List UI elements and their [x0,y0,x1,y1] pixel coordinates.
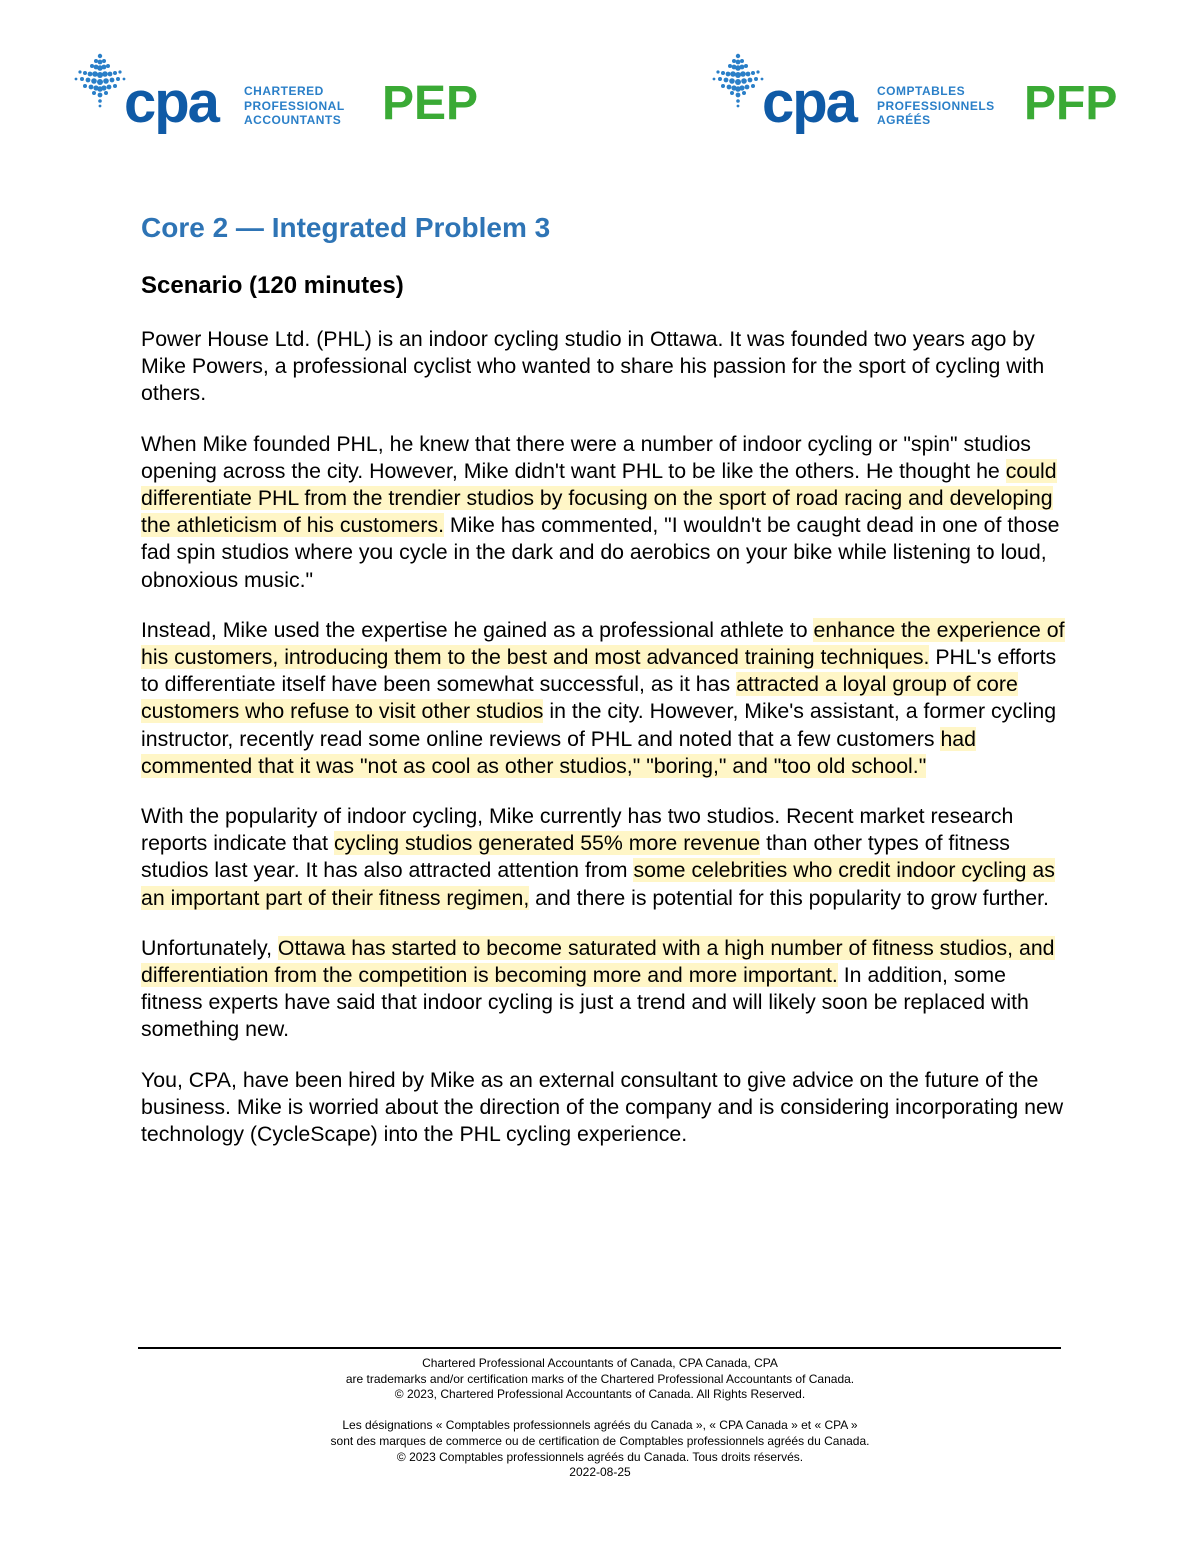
program-label: PEP [382,77,479,130]
paragraph-text: When Mike founded PHL, he knew that there were a number of indoor cycling or "spin" studios opening across the city. However, Mike didn't want PHL to be like the others. He thought he [141,431,1031,483]
program-label: PFP [1024,77,1118,130]
scenario-paragraph [141,1067,1071,1149]
cpa-logo-french [712,52,1132,142]
footer [0,1356,1200,1481]
paragraph-text: Unfortunately, [141,935,278,960]
footer-line: sont des marques de commerce ou de certification de Comptables professionnels agréés du Canada. [330,1433,870,1448]
paragraph-text: in the city. However, Mike's assistant, a former cycling instructor, recently read some online reviews of PHL and noted that a few customers [141,699,1057,751]
footer-line: Chartered Professional Accountants of Canada, CPA Canada, CPA [422,1356,778,1370]
footer-line: © 2023, Chartered Professional Accountants of Canada. All Rights Reserved. [394,1387,806,1402]
cpa-logo-english [74,52,494,142]
paragraph-text: You, CPA, have been hired by Mike as an external consultant to give advice on the future of the business. Mike is worried about the direction of the company and is considering incorporating new technology (CycleScape) into the PHL cycling experience. [141,1067,1064,1147]
scenario-paragraph [141,326,1071,408]
maple-leaf-icon [712,52,764,110]
footer-date: 2022-08-25 [569,1465,631,1480]
paragraph-text: Instead, Mike used the expertise he gained as a professional athlete to [141,617,814,642]
highlighted-text: had commented that it was "not as cool as other studios," "boring," and "too old school." [141,726,976,778]
tagline-line: COMPTABLES [877,84,966,98]
paragraph-text: and there is potential for this popularity to grow further. [529,885,1049,910]
tagline-line: PROFESSIONAL [244,98,345,113]
highlighted-text: Ottawa has started to become saturated with a high number of fitness studios, and differentiation from the competition is becoming more and more important. [141,935,1055,988]
paragraph-text: PHL's efforts to differentiate itself have been somewhat successful, as it has [141,645,1057,697]
maple-leaf-icon [74,52,126,110]
footer-line: are trademarks and/or certification marks of the Chartered Professional Accountants of Canada. [345,1371,855,1386]
cpa-wordmark: cpa [124,70,218,135]
footer-english [0,1356,1200,1403]
paragraph-text: In addition, some fitness experts have said that indoor cycling is just a trend and will likely soon be replaced with something new. [141,963,1029,1042]
scenario-paragraph [141,431,1071,594]
logo-tagline [244,84,345,128]
highlighted-text: could differentiate PHL from the trendier studios by focusing on the sport of road racing and developing the athleticism of his customers. [141,458,1057,538]
tagline-line: CHARTERED [244,84,324,98]
highlighted-text: cycling studios generated 55% more revenue [333,831,761,856]
scenario-heading: Scenario (120 minutes) [141,272,404,299]
scenario-paragraph [141,617,1071,780]
scenario-paragraph [141,803,1071,912]
highlighted-text: attracted a loyal group of core customers who refuse to visit other studios [141,672,1018,724]
paragraph-text: Power House Ltd. (PHL) is an indoor cycling studio in Ottawa. It was founded two years ago by Mike Powers, a professional cyclist who wanted to share his passion for the sport of cycling with others. [141,327,1045,406]
scenario-paragraph [141,935,1071,1044]
tagline-line: PROFESSIONNELS [877,98,995,113]
footer-divider [138,1347,1061,1349]
footer-line: © 2023 Comptables professionnels agréés du Canada. Tous droits réservés. [396,1449,804,1464]
logo-tagline [877,84,995,128]
cpa-wordmark: cpa [762,70,856,135]
highlighted-text: enhance the experience of his customers, introducing them to the best and most advanced training techniques. [141,617,1065,670]
tagline-line: ACCOUNTANTS [244,113,342,127]
tagline-line: AGRÉÉS [877,113,931,127]
paragraph-text: than other types of fitness studios last year. It has also attracted attention from [141,831,1010,883]
highlighted-text: some celebrities who credit indoor cycling as an important part of their fitness regimen, [141,858,1055,910]
document-title: Core 2 — Integrated Problem 3 [141,212,551,243]
scenario-body [141,326,1071,1171]
paragraph-text: Mike has commented, "I wouldn't be caught dead in one of those fad spin studios where you cycle in the dark and do aerobics on your bike while listening to loud, obnoxious music." [141,513,1060,592]
paragraph-text: With the popularity of indoor cycling, Mike currently has two studios. Recent market research reports indicate that [141,804,1014,856]
footer-french [0,1418,1200,1481]
footer-line: Les désignations « Comptables professionnels agréés du Canada », « CPA Canada » et « CPA » [342,1418,858,1433]
